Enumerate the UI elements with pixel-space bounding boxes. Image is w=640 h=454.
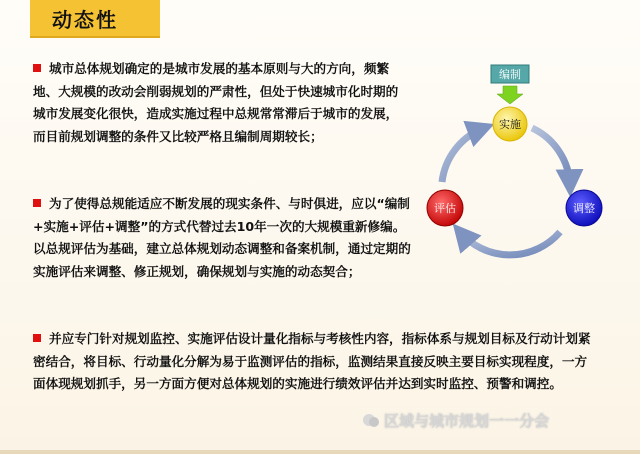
bullet-text-1: 城市总体规划确定的是城市发展的基本原则与大的方向，频繁地、大规模的改动会削弱规划的严肃性，但处于快速城市化时期的城市发展变化很快，造成实施过程中总规常常滞后于城市的发展，而目前规划调整的条件又比较严格且编制周期较长； (33, 61, 399, 144)
planning-cycle-diagram (420, 62, 620, 272)
watermark-text: 区域与城市规划一一分会 (384, 412, 550, 430)
bullet-item-3 (33, 328, 593, 396)
bullet-item-2 (33, 193, 413, 283)
cycle-arc-pinggu-shishi (442, 128, 484, 182)
bullet-item-1 (33, 58, 405, 148)
watermark-logo-icon (362, 412, 380, 428)
node-shishi-label: 实施 (499, 118, 521, 131)
node-pinggu-label: 评估 (434, 202, 456, 215)
bullet-square-icon (33, 199, 41, 207)
cycle-arc-shishi-tiaozheng (532, 128, 570, 186)
down-arrow-icon (497, 86, 523, 104)
bianzhi-label: 编制 (499, 68, 521, 81)
bullet-square-icon (33, 64, 41, 72)
bullet-text-2: 为了使得总规能适应不断发展的现实条件、与时俱进，应以“编制+实施+评估+调整”的方式代替过去10年一次的大规模重新修编。以总规评估为基础，建立总体规划动态调整和备案机制，通过定期的实施评估来调整、修正规划，确保规划与实施的动态契合； (33, 196, 411, 279)
node-tiaozheng-label: 调整 (573, 202, 595, 215)
bullet-text-3: 并应专门针对规划监控、实施评估设计量化指标与考核性内容，指标体系与规划目标及行动计划紧密结合，将目标、行动量化分解为易于监测评估的指标，监测结果直接反映主要目标实现程度，一方面体现规划抓手，另一方面方便对总体规划的实施进行绩效评估并达到实时监控、预警和调控。 (33, 331, 591, 391)
slide-title: 动态性 (52, 8, 118, 32)
bottom-divider (0, 450, 640, 454)
cycle-arc-tiaozheng-pinggu (460, 232, 560, 255)
bullet-square-icon (33, 334, 41, 342)
